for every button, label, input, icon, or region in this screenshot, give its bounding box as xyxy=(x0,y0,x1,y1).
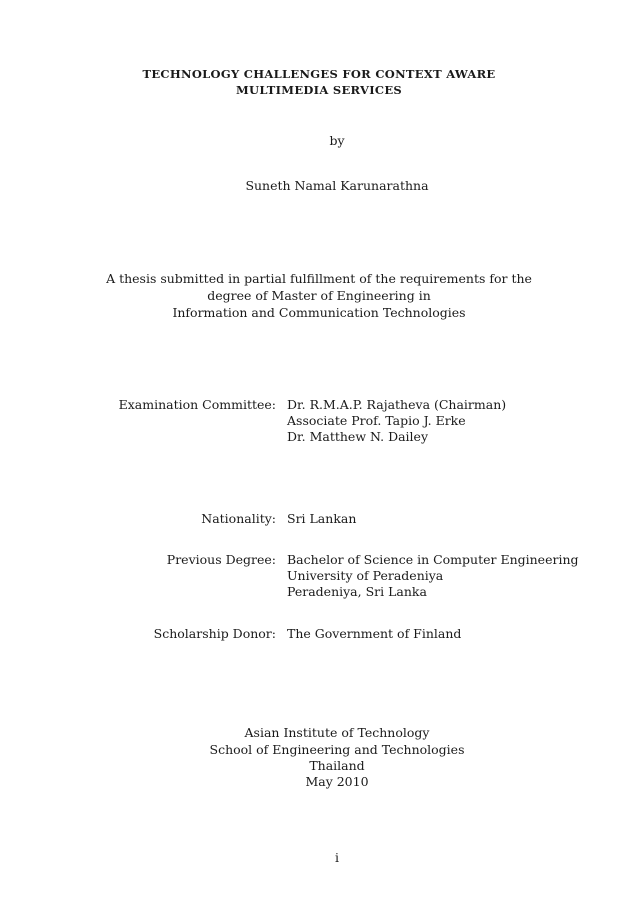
previous-degree-line: University of Peradeniya xyxy=(287,568,444,583)
school-name: School of Engineering and Technologies xyxy=(209,742,465,757)
date: May 2010 xyxy=(305,774,369,789)
statement-line-3: Information and Communication Technologies xyxy=(172,305,466,320)
institution-name: Asian Institute of Technology xyxy=(244,725,430,740)
author-name: Suneth Namal Karunarathna xyxy=(245,178,429,193)
thesis-title-line-2: MULTIMEDIA SERVICES xyxy=(235,83,403,97)
previous-degree-label: Previous Degree: xyxy=(166,552,276,567)
scholarship-label: Scholarship Donor: xyxy=(153,626,276,641)
previous-degree-line: Peradeniya, Sri Lanka xyxy=(287,584,427,599)
thesis-title-line-1: TECHNOLOGY CHALLENGES FOR CONTEXT AWARE xyxy=(142,67,496,81)
committee-member: Associate Prof. Tapio J. Erke xyxy=(287,413,466,428)
by-text: by xyxy=(329,133,345,148)
country: Thailand xyxy=(309,758,365,773)
previous-degree-line: Bachelor of Science in Computer Engineering xyxy=(287,552,579,567)
committee-label: Examination Committee: xyxy=(118,397,276,412)
statement-line-1: A thesis submitted in partial fulfillment of the requirements for the xyxy=(106,271,532,286)
scholarship-value: The Government of Finland xyxy=(287,626,462,641)
committee-member: Dr. Matthew N. Dailey xyxy=(287,429,429,444)
nationality-value: Sri Lankan xyxy=(287,511,357,526)
committee-member: Dr. R.M.A.P. Rajatheva (Chairman) xyxy=(287,397,507,412)
nationality-label: Nationality: xyxy=(201,511,276,526)
statement-line-2: degree of Master of Engineering in xyxy=(207,288,431,303)
page-number: i xyxy=(335,850,339,865)
